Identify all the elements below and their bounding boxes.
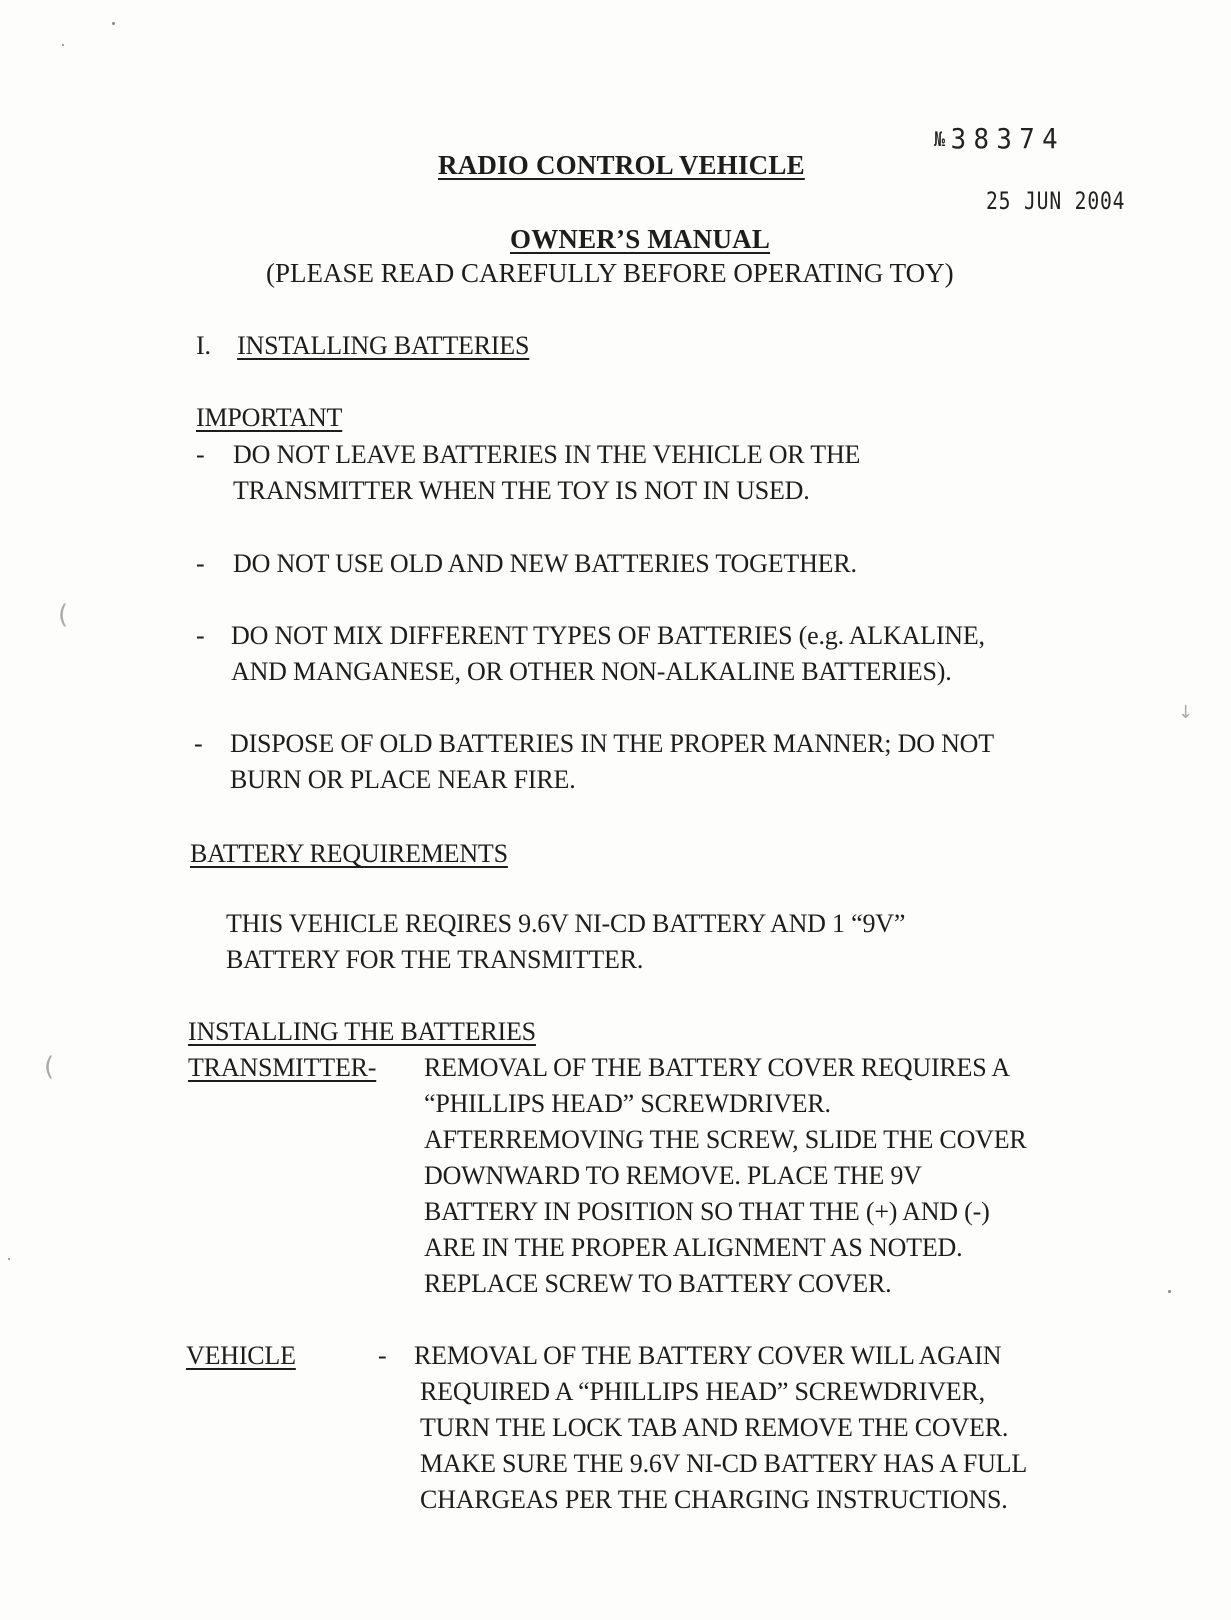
important-item-1: [233, 437, 860, 509]
document-number-stamp: [934, 122, 1065, 155]
number-prefix: №: [934, 127, 946, 151]
instruction-line: MAKE SURE THE 9.6V NI-CD BATTERY HAS A FULL: [420, 1449, 1028, 1478]
instruction-line: BATTERY IN POSITION SO THAT THE (+) AND (-): [424, 1197, 990, 1226]
item-line: BURN OR PLACE NEAR FIRE.: [230, 765, 576, 794]
bullet-dash: -: [196, 549, 205, 578]
document-number: 38374: [950, 122, 1065, 155]
section-number: I.: [196, 331, 211, 360]
read-notice: (PLEASE READ CAREFULLY BEFORE OPERATING TOY): [266, 258, 954, 288]
section-heading: [196, 328, 529, 364]
item-line: DO NOT MIX DIFFERENT TYPES OF BATTERIES (e.g. ALKALINE,: [231, 621, 985, 650]
instruction-line: REQUIRED A “PHILLIPS HEAD” SCREWDRIVER,: [420, 1377, 985, 1406]
item-line: DISPOSE OF OLD BATTERIES IN THE PROPER MANNER; DO NOT: [230, 729, 994, 758]
bullet-dash: -: [196, 440, 205, 469]
document-title: RADIO CONTROL VEHICLE: [438, 150, 805, 180]
instruction-line: “PHILLIPS HEAD” SCREWDRIVER.: [424, 1089, 831, 1118]
instruction-line: REMOVAL OF THE BATTERY COVER REQUIRES A: [424, 1053, 1010, 1082]
requirements-text: [226, 906, 905, 978]
item-line: TRANSMITTER WHEN THE TOY IS NOT IN USED.: [233, 476, 810, 505]
vehicle-dash: -: [378, 1341, 387, 1370]
requirements-line: THIS VEHICLE REQIRES 9.6V NI-CD BATTERY AND 1 “9V”: [226, 909, 906, 938]
scan-speck: [8, 1258, 10, 1260]
section-title: INSTALLING BATTERIES: [237, 331, 530, 360]
instruction-line: DOWNWARD TO REMOVE. PLACE THE 9V: [424, 1161, 922, 1190]
instruction-line: CHARGEAS PER THE CHARGING INSTRUCTIONS.: [420, 1485, 1008, 1514]
vehicle-instructions: [414, 1338, 1027, 1518]
important-item-3: [231, 618, 985, 690]
transmitter-label: TRANSMITTER-: [188, 1053, 377, 1082]
instruction-line: AFTERREMOVING THE SCREW, SLIDE THE COVER: [424, 1125, 1027, 1154]
item-line: DO NOT LEAVE BATTERIES IN THE VEHICLE OR THE: [233, 440, 861, 469]
requirements-line: BATTERY FOR THE TRANSMITTER.: [226, 945, 644, 974]
scan-speck: [112, 22, 115, 25]
bullet-dash: -: [196, 621, 205, 650]
scan-speck: [62, 44, 64, 46]
document-subtitle: OWNER’S MANUAL: [510, 224, 771, 254]
important-item-2: [233, 546, 857, 582]
scan-mark-left-1: (: [58, 600, 69, 630]
scan-mark-right: ↓: [1178, 702, 1194, 723]
bullet-dash: -: [194, 729, 203, 758]
scan-mark-left-2: (: [44, 1052, 55, 1082]
instruction-line: TURN THE LOCK TAB AND REMOVE THE COVER.: [420, 1413, 1009, 1442]
installing-heading: INSTALLING THE BATTERIES: [188, 1017, 536, 1046]
item-line: AND MANGANESE, OR OTHER NON-ALKALINE BATTERIES).: [231, 657, 952, 686]
scan-speck: [1168, 1290, 1171, 1293]
vehicle-label: VEHICLE: [186, 1341, 296, 1370]
transmitter-instructions: [424, 1050, 1027, 1302]
instruction-line: REMOVAL OF THE BATTERY COVER WILL AGAIN: [414, 1341, 1002, 1370]
important-heading: IMPORTANT: [196, 403, 343, 432]
instruction-line: ARE IN THE PROPER ALIGNMENT AS NOTED.: [424, 1233, 963, 1262]
item-line: DO NOT USE OLD AND NEW BATTERIES TOGETHER.: [233, 549, 857, 578]
instruction-line: REPLACE SCREW TO BATTERY COVER.: [424, 1269, 892, 1298]
important-item-4: [230, 726, 994, 798]
date-stamp: 25 JUN 2004: [986, 187, 1126, 215]
requirements-heading: BATTERY REQUIREMENTS: [190, 839, 508, 868]
